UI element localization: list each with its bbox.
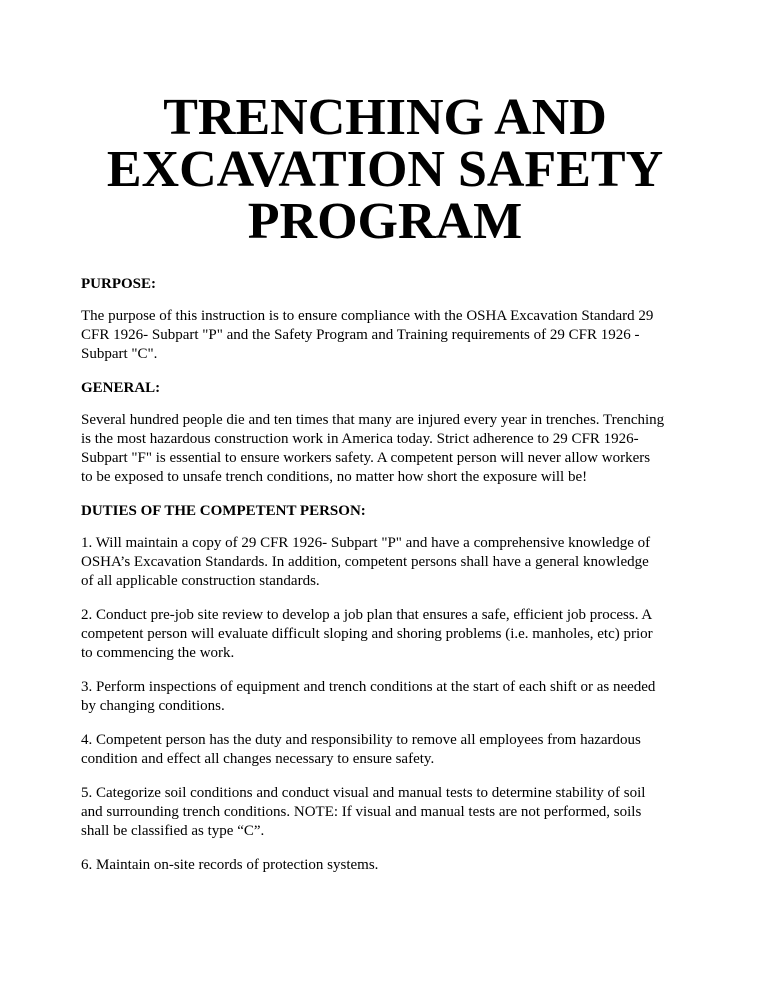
text-line: 3. Perform inspections of equipment and trench conditions at the start of each shift or as needed [81,679,656,695]
duty-item-3 [81,678,689,716]
text-line: 2. Conduct pre-job site review to develop a job plan that ensures a safe, efficient job process. A [81,607,653,623]
text-line: by changing conditions. [81,698,225,714]
title-line: EXCAVATION SAFETY [106,141,664,198]
text-line: 1. Will maintain a copy of 29 CFR 1926- Subpart "P" and have a comprehensive knowledge of [81,535,651,551]
document-page [81,89,689,890]
text-line: to commencing the work. [81,645,235,661]
text-line: The purpose of this instruction is to ensure compliance with the OSHA Excavation Standard 29 [81,308,654,324]
duty-item-5 [81,784,689,841]
text-line: CFR 1926- Subpart "P" and the Safety Program and Training requirements of 29 CFR 1926 - [81,327,640,343]
text-line: Subpart "C". [81,346,158,362]
text-line: competent person will evaluate difficult sloping and shoring problems (i.e. manholes, etc) prior [81,626,653,642]
duty-item-2 [81,606,689,663]
text-line: is the most hazardous construction work in America today. Strict adherence to 29 CFR 1926- [81,431,639,447]
duty-item-4 [81,731,689,769]
title-line: PROGRAM [247,193,523,250]
text-line: of all applicable construction standards. [81,573,320,589]
text-line: shall be classified as type “C”. [81,823,265,839]
text-line: 5. Categorize soil conditions and conduct visual and manual tests to determine stability of soil [81,785,646,801]
text-line: 4. Competent person has the duty and responsibility to remove all employees from hazardous [81,732,641,748]
title-line: TRENCHING AND [163,89,607,146]
text-line: and surrounding trench conditions. NOTE: If visual and manual tests are not performed, soils [81,804,642,820]
duty-item-1 [81,534,689,591]
document-title [81,89,689,250]
duty-item-6 [81,856,689,875]
purpose-paragraph [81,307,689,364]
section-heading-duties: DUTIES OF THE COMPETENT PERSON: [81,503,366,519]
text-line: condition and effect all changes necessary to ensure safety. [81,751,435,767]
text-line: Subpart "F" is essential to ensure workers safety. A competent person will never allow workers [81,450,651,466]
text-line: 6. Maintain on-site records of protection systems. [81,857,379,873]
general-paragraph [81,411,689,487]
text-line: to be exposed to unsafe trench conditions, no matter how short the exposure will be! [81,469,588,485]
text-line: Several hundred people die and ten times that many are injured every year in trenches. Trenching [81,412,665,428]
section-heading-general: GENERAL: [81,380,161,396]
section-heading-purpose: PURPOSE: [81,276,156,292]
text-line: OSHA’s Excavation Standards. In addition, competent persons shall have a general knowledge [81,554,649,570]
